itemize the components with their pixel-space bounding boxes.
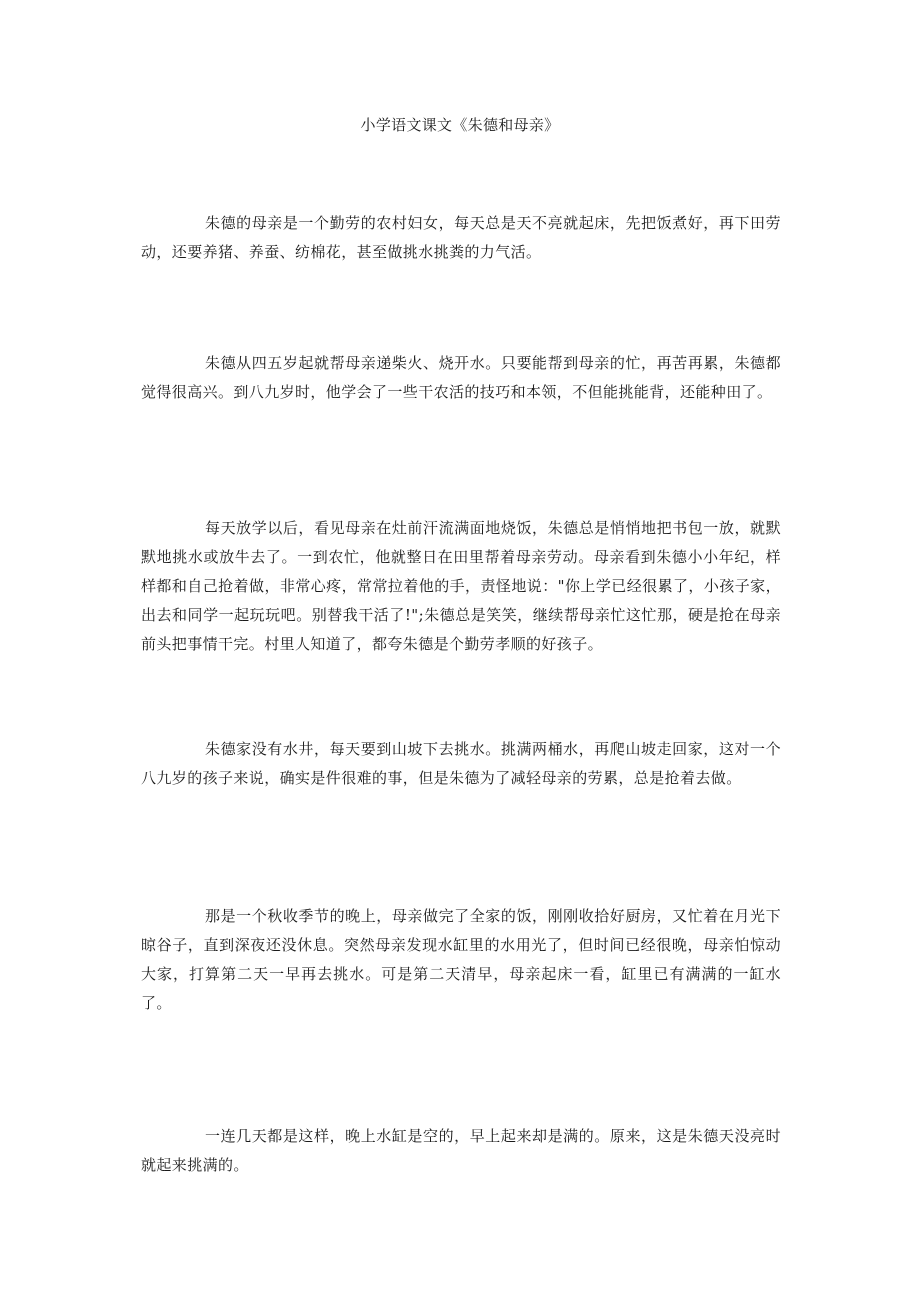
paragraph-1: 朱德的母亲是一个勤劳的农村妇女，每天总是天不亮就起床，先把饭煮好，再下田劳动，还要养猪、养蚕、纺棉花，甚至做挑水挑粪的力气活。 (141, 214, 781, 261)
paragraph-2: 朱德从四五岁起就帮母亲递柴火、烧开水。只要能帮到母亲的忙，再苦再累，朱德都觉得很高兴。到八九岁时，他学会了一些干农活的技巧和本领，不但能挑能背，还能种田了。 (141, 354, 781, 401)
paragraph-3: 每天放学以后，看见母亲在灶前汗流满面地烧饭，朱德总是悄悄地把书包一放，就默默地挑水或放牛去了。一到农忙，他就整日在田里帮着母亲劳动。母亲看到朱德小小年纪，样样都和自己抢着做，非常心疼，常常拉着他的手，责怪地说："你上学已经很累了，小孩子家，出去和同学一起玩玩吧。别替我干活了!";朱德总是笑笑，继续帮母亲忙这忙那，硬是抢在母亲前头把事情干完。村里人知道了，都夸朱德是个勤劳孝顺的好孩子。 (141, 519, 781, 653)
paragraph-6: 一连几天都是这样，晚上水缸是空的，早上起来却是满的。原来，这是朱德天没亮时就起来挑满的。 (141, 1127, 781, 1174)
paragraph-5: 那是一个秋收季节的晚上，母亲做完了全家的饭，刚刚收拾好厨房，又忙着在月光下晾谷子，直到深夜还没休息。突然母亲发现水缸里的水用光了，但时间已经很晚，母亲怕惊动大家，打算第二天一早再去挑水。可是第二天清早，母亲起床一看，缸里已有满满的一缸水了。 (141, 907, 781, 1012)
paragraph-4: 朱德家没有水井，每天要到山坡下去挑水。挑满两桶水，再爬山坡走回家，这对一个八九岁的孩子来说，确实是件很难的事，但是朱德为了减轻母亲的劳累，总是抢着去做。 (141, 740, 781, 787)
document-title: 小学语文课文《朱德和母亲》 (360, 116, 560, 134)
